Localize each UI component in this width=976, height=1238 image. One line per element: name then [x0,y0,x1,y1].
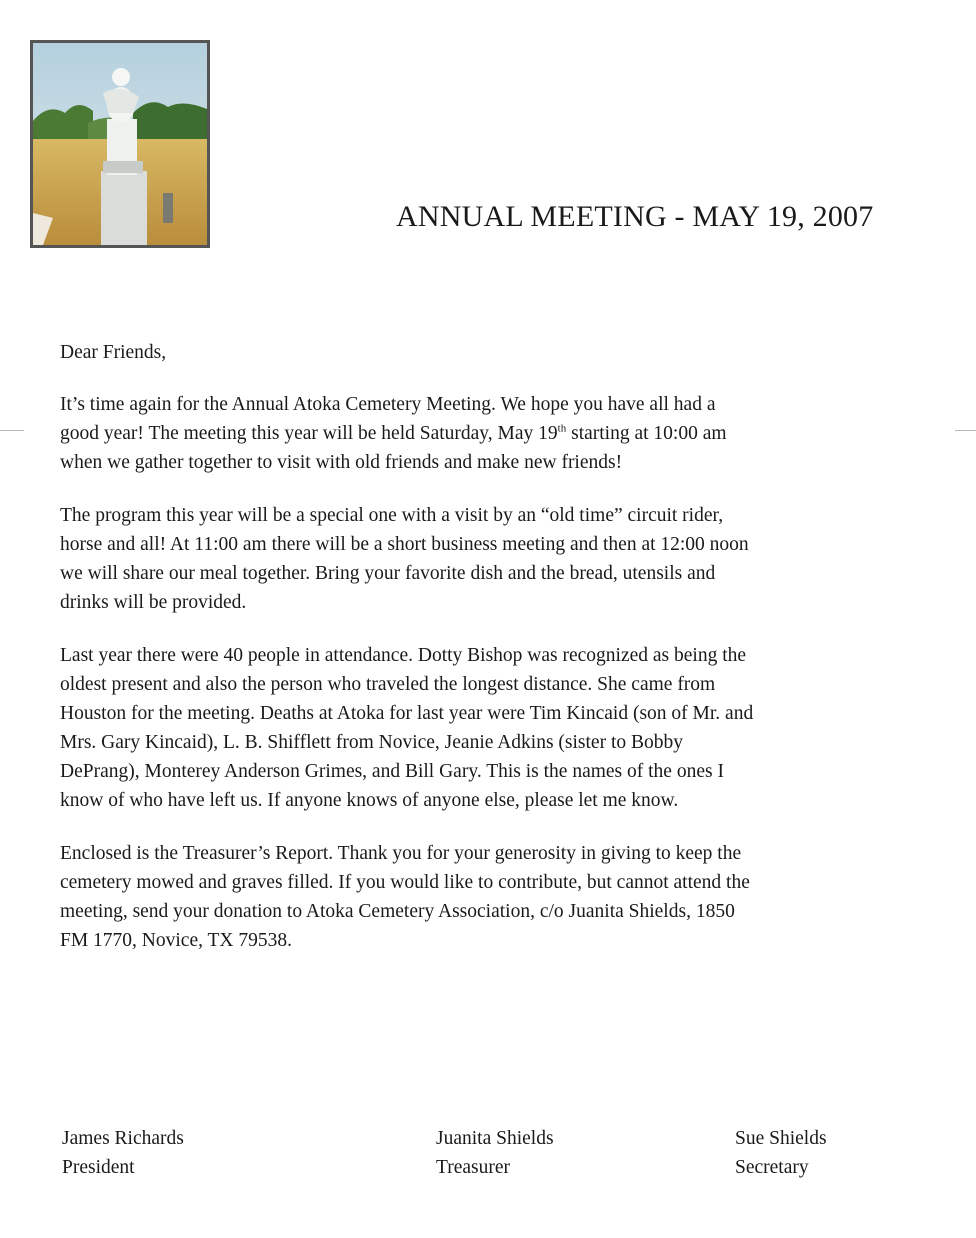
paragraph-line: Last year there were 40 people in attendance. Dotty Bishop was recognized as being the [60,645,747,666]
page-title: ANNUAL MEETING - MAY 19, 2007 [396,200,874,233]
paragraph-line: know of who have left us. If anyone knows of anyone else, please let me know. [60,790,679,811]
signature-president [62,1124,184,1182]
letter-body [60,338,940,979]
line-text: starting at 10:00 am [566,423,727,444]
ordinal-suffix: th [557,422,567,435]
paragraph-line: FM 1770, Novice, TX 79538. [60,930,293,951]
paragraph-line: The program this year will be a special one with a visit by an “old time” circuit rider, [60,505,724,526]
signature-role: President [62,1157,135,1178]
paragraph-meeting-announcement [60,390,940,477]
paragraph-line: oldest present and also the person who traveled the longest distance. She came from [60,674,716,695]
paragraph-line: Houston for the meeting. Deaths at Atoka for last year were Tim Kincaid (son of Mr. and [60,703,754,724]
signature-name: James Richards [62,1128,184,1149]
signature-role: Treasurer [436,1157,511,1178]
signature-role: Secretary [735,1157,809,1178]
paragraph-line: horse and all! At 11:00 am there will be a short business meeting and then at 12:00 noon [60,534,749,555]
paragraph-program [60,501,940,617]
paragraph-line: Enclosed is the Treasurer’s Report. Thank you for your generosity in giving to keep the [60,843,742,864]
paragraph-last-year [60,641,940,815]
paragraph-line: It’s time again for the Annual Atoka Cemetery Meeting. We hope you have all had a [60,394,716,415]
signature-name: Juanita Shields [436,1128,554,1149]
paragraph-line: meeting, send your donation to Atoka Cemetery Association, c/o Juanita Shields, 1850 [60,901,735,922]
signature-name: Sue Shields [735,1128,827,1149]
scan-artifact-left [0,430,24,431]
paragraph-line: we will share our meal together. Bring your favorite dish and the bread, utensils and [60,563,716,584]
paragraph-line: Mrs. Gary Kincaid), L. B. Shifflett from Novice, Jeanie Adkins (sister to Bobby [60,732,684,753]
paragraph-line: DePrang), Monterey Anderson Grimes, and Bill Gary. This is the names of the ones I [60,761,724,782]
line-text: good year! The meeting this year will be held Saturday, May 19 [60,423,558,444]
signature-treasurer [436,1124,554,1182]
paragraph-line: drinks will be provided. [60,592,247,613]
cemetery-monument-photo [30,40,210,248]
paragraph-line: when we gather together to visit with old friends and make new friends! [60,452,623,473]
salutation: Dear Friends, [60,342,167,363]
paragraph-line [60,419,940,448]
signature-secretary [735,1124,827,1182]
scan-artifact-right [955,430,976,431]
paragraph-line: cemetery mowed and graves filled. If you would like to contribute, but cannot attend the [60,872,750,893]
monument-photo-illustration [33,43,207,245]
paragraph-treasurer-report [60,839,940,955]
